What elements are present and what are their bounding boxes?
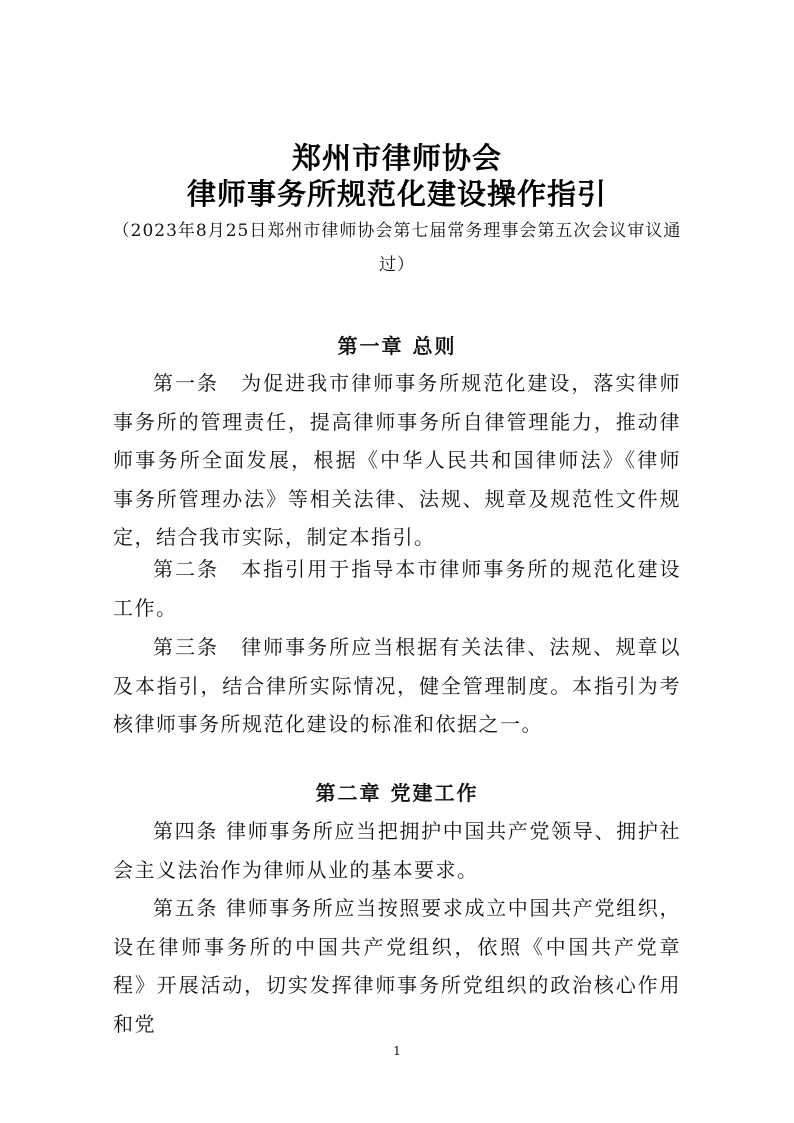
article-paragraph: 第一条 为促进我市律师事务所规范化建设，落实律师事务所的管理责任，提高律师事务所自律管理能力，推动律师事务所全面发展，根据《中华人民共和国律师法》《律师事务所管理办法》等相关法律、法规、规章及规范性文件规定，结合我市实际，制定本指引。 bbox=[113, 371, 681, 549]
chapter-heading: 第一章 总则 bbox=[337, 334, 457, 358]
article-paragraph: 第三条 律师事务所应当根据有关法律、法规、规章以及本指引，结合律所实际情况，健全管理制度。本指引为考核律师事务所规范化建设的标准和依据之一。 bbox=[113, 635, 681, 736]
article-paragraph: 第五条 律师事务所应当按照要求成立中国共产党组织，设在律师事务所的中国共产党组织，依照《中国共产党章程》开展活动，切实发挥律师事务所党组织的政治核心作用和党 bbox=[113, 896, 681, 1036]
page-number: 1 bbox=[393, 1044, 401, 1058]
article-paragraph: 第二条 本指引用于指导本市律师事务所的规范化建设工作。 bbox=[113, 557, 681, 620]
document-title-line-2: 律师事务所规范化建设操作指引 bbox=[186, 177, 607, 211]
document-subtitle: （2023年8月25日郑州市律师协会第七届常务理事会第五次会议审议通过） bbox=[112, 221, 682, 275]
document-title-line-1: 郑州市律师协会 bbox=[291, 141, 502, 175]
article-paragraph: 第四条 律师事务所应当把拥护中国共产党领导、拥护社会主义法治作为律师从业的基本要求。 bbox=[113, 819, 681, 882]
chapter-heading: 第二章 党建工作 bbox=[315, 781, 479, 805]
